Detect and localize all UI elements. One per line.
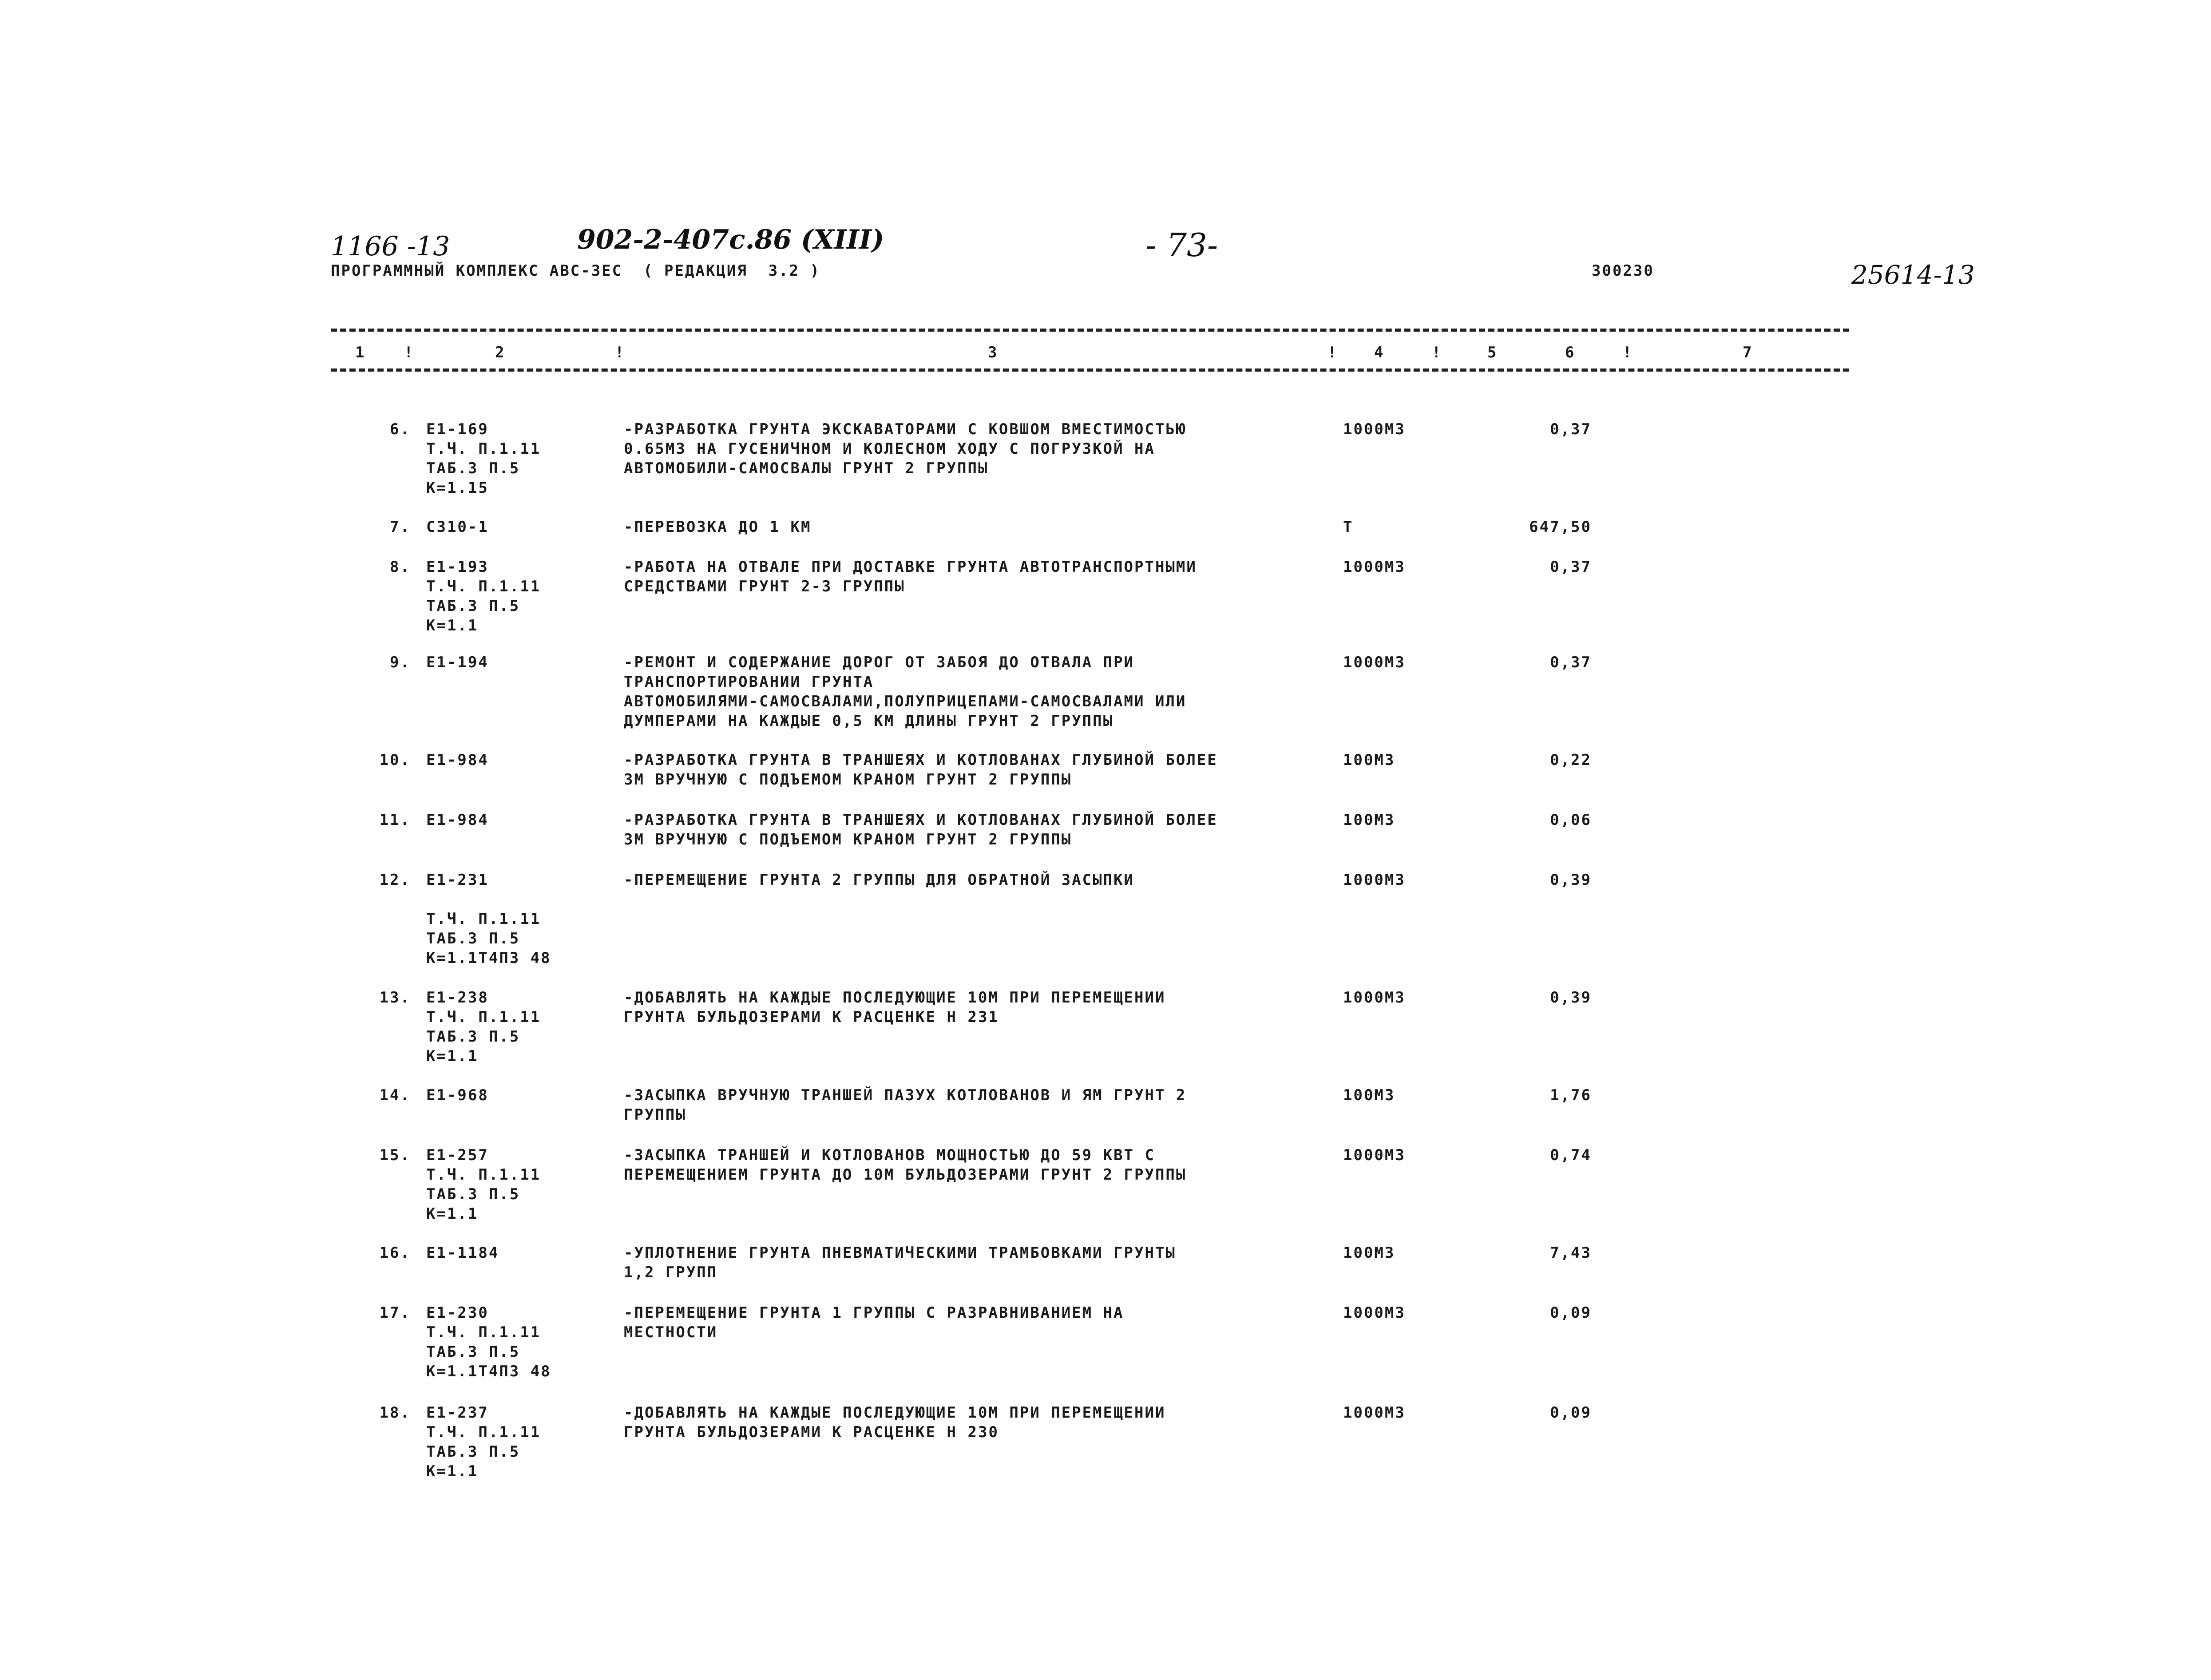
table-row: [331, 557, 1849, 634]
row-unit: 100М3: [1343, 751, 1395, 769]
desc-line: ТРАНСПОРТИРОВАНИИ ГРУНТА: [624, 673, 874, 691]
desc-line: -ПЕРЕВОЗКА ДО 1 КМ: [624, 518, 812, 536]
row-quantity: 647,50: [1529, 518, 1592, 536]
row-description: [624, 1086, 1290, 1125]
row-code: [426, 653, 489, 672]
table-row: [331, 1086, 1849, 1124]
desc-line: 1,2 ГРУПП: [624, 1264, 718, 1281]
code-line: Т.Ч. П.1.11: [426, 1323, 541, 1341]
desc-line: ДУМПЕРАМИ НА КАЖДЫЕ 0,5 КМ ДЛИНЫ ГРУНТ 2 ГРУППЫ: [624, 712, 1114, 730]
row-unit: Т: [1343, 518, 1354, 536]
table-row: [331, 750, 1849, 788]
desc-line: ГРУНТА БУЛЬДОЗЕРАМИ К РАСЦЕНКЕ Н 230: [624, 1423, 999, 1441]
code-line: Е1-237: [426, 1404, 489, 1422]
row-unit: 1000М3: [1343, 1404, 1406, 1422]
row-quantity: 7,43: [1550, 1244, 1592, 1262]
header-code: 300230: [1592, 262, 1654, 280]
column-separator: !: [404, 344, 415, 361]
row-number: 13.: [379, 989, 411, 1006]
handwritten-left-number: 1166 -13: [331, 231, 450, 262]
row-description: [624, 1145, 1290, 1185]
row-quantity: 0,09: [1550, 1404, 1592, 1422]
row-number: 6.: [390, 420, 411, 438]
row-code: [426, 1086, 489, 1105]
row-quantity: 0,06: [1550, 811, 1592, 829]
code-line: ТАБ.3 П.5: [426, 1443, 520, 1461]
handwritten-page-number: - 73-: [1145, 226, 1218, 264]
desc-line: -РЕМОНТ И СОДЕРЖАНИЕ ДОРОГ ОТ ЗАБОЯ ДО ОТВАЛА ПРИ: [624, 654, 1135, 671]
code-line: К=1.15: [426, 479, 489, 497]
row-quantity: 1,76: [1550, 1086, 1592, 1104]
row-unit: 1000М3: [1343, 871, 1406, 889]
row-number: 11.: [379, 811, 411, 829]
desc-line: ГРУНТА БУЛЬДОЗЕРАМИ К РАСЦЕНКЕ Н 231: [624, 1008, 999, 1026]
column-separator: !: [615, 344, 626, 361]
program-line: ПРОГРАММНЫЙ КОМПЛЕКС АВС-3ЕС ( РЕДАКЦИЯ 3.2 ): [331, 262, 821, 280]
desc-line: -РАЗРАБОТКА ГРУНТА В ТРАНШЕЯХ И КОТЛОВАНАХ ГЛУБИНОЙ БОЛЕЕ: [624, 751, 1218, 769]
desc-line: -РАЗРАБОТКА ГРУНТА ЭКСКАВАТОРАМИ С КОВШОМ ВМЕСТИМОСТЬЮ: [624, 420, 1187, 438]
code-line: Т.Ч. П.1.11: [426, 1008, 541, 1026]
code-line: Е1-968: [426, 1086, 489, 1104]
code-line: Т.Ч. П.1.11: [426, 1423, 541, 1441]
column-separator: !: [1432, 344, 1442, 361]
desc-line: 0.65М3 НА ГУСЕНИЧНОМ И КОЛЕСНОМ ХОДУ С ПОГРУЗКОЙ НА: [624, 440, 1155, 458]
column-number: 1: [355, 344, 366, 361]
row-code: [426, 1403, 541, 1481]
row-quantity: 0,37: [1550, 558, 1592, 576]
row-description: [624, 1303, 1290, 1342]
code-line: [426, 890, 551, 909]
table-row: [331, 1243, 1849, 1281]
code-line: К=1.1: [426, 617, 479, 634]
row-unit: 1000М3: [1343, 558, 1406, 576]
row-code: [426, 420, 541, 498]
desc-line: ПЕРЕМЕЩЕНИЕМ ГРУНТА ДО 10М БУЛЬДОЗЕРАМИ ГРУНТ 2 ГРУППЫ: [624, 1166, 1187, 1184]
desc-line: 3М ВРУЧНУЮ С ПОДЪЕМОМ КРАНОМ ГРУНТ 2 ГРУППЫ: [624, 771, 1072, 788]
column-separator: !: [1327, 344, 1338, 361]
code-line: К=1.1Т4П3 48: [426, 949, 551, 967]
table-row: [331, 810, 1849, 848]
column-number: 4: [1374, 344, 1385, 361]
desc-line: АВТОМОБИЛИ-САМОСВАЛЫ ГРУНТ 2 ГРУППЫ: [624, 460, 989, 477]
table-row: [331, 988, 1849, 1065]
code-line: Т.Ч. П.1.11: [426, 578, 541, 595]
desc-line: АВТОМОБИЛЯМИ-САМОСВАЛАМИ,ПОЛУПРИЦЕПАМИ-САМОСВАЛАМИ ИЛИ: [624, 693, 1187, 710]
desc-line: СРЕДСТВАМИ ГРУНТ 2-3 ГРУППЫ: [624, 578, 905, 595]
handwritten-right-number: 25614-13: [1851, 260, 1975, 290]
row-unit: 1000М3: [1343, 654, 1406, 671]
row-unit: 100М3: [1343, 1086, 1395, 1104]
row-code: [426, 1303, 551, 1381]
table-row: [331, 653, 1849, 730]
row-number: 8.: [390, 558, 411, 576]
code-line: Е1-230: [426, 1304, 489, 1322]
row-unit: 100М3: [1343, 1244, 1395, 1262]
column-number: 2: [495, 344, 506, 361]
row-quantity: 0,37: [1550, 654, 1592, 671]
table-row: [331, 517, 1849, 536]
desc-line: ГРУППЫ: [624, 1106, 686, 1124]
code-line: К=1.1: [426, 1462, 479, 1480]
desc-line: -ЗАСЫПКА ВРУЧНУЮ ТРАНШЕЙ ПАЗУХ КОТЛОВАНОВ И ЯМ ГРУНТ 2: [624, 1086, 1187, 1104]
row-description: [624, 1403, 1290, 1442]
row-code: [426, 810, 489, 830]
code-line: Е1-238: [426, 989, 489, 1006]
row-number: 12.: [379, 871, 411, 889]
row-code: [426, 988, 541, 1066]
row-description: [624, 1243, 1290, 1282]
row-number: 7.: [390, 518, 411, 536]
column-number: 3: [988, 344, 999, 361]
desc-line: -ДОБАВЛЯТЬ НА КАЖДЫЕ ПОСЛЕДУЮЩИЕ 10М ПРИ ПЕРЕМЕЩЕНИИ: [624, 989, 1166, 1006]
row-unit: 1000М3: [1343, 1146, 1406, 1164]
header-rule-bottom: [331, 368, 1849, 372]
row-number: 17.: [379, 1304, 411, 1322]
column-number: 7: [1743, 344, 1753, 361]
row-number: 18.: [379, 1404, 411, 1422]
desc-line: -ДОБАВЛЯТЬ НА КАЖДЫЕ ПОСЛЕДУЮЩИЕ 10М ПРИ ПЕРЕМЕЩЕНИИ: [624, 1404, 1166, 1422]
code-line: Е1-257: [426, 1146, 489, 1164]
code-line: С310-1: [426, 518, 489, 536]
table-row: [331, 1303, 1849, 1380]
desc-line: -ЗАСЫПКА ТРАНШЕЙ И КОТЛОВАНОВ МОЩНОСТЬЮ ДО 59 КВТ С: [624, 1146, 1155, 1164]
table-row: [331, 1403, 1849, 1480]
row-quantity: 0,22: [1550, 751, 1592, 769]
row-code: [426, 557, 541, 635]
row-code: [426, 1243, 499, 1263]
row-description: [624, 517, 1290, 537]
row-code: [426, 517, 489, 537]
column-number: 5: [1487, 344, 1498, 361]
desc-line: -РАБОТА НА ОТВАЛЕ ПРИ ДОСТАВКЕ ГРУНТА АВТОТРАНСПОРТНЫМИ: [624, 558, 1197, 576]
code-line: Е1-984: [426, 811, 489, 829]
code-line: К=1.1: [426, 1205, 479, 1223]
column-number: 6: [1565, 344, 1576, 361]
row-description: [624, 750, 1290, 789]
code-line: ТАБ.3 П.5: [426, 597, 520, 615]
code-line: Т.Ч. П.1.11: [426, 910, 541, 928]
row-quantity: 0,74: [1550, 1146, 1592, 1164]
code-line: ТАБ.3 П.5: [426, 460, 520, 477]
row-number: 14.: [379, 1086, 411, 1104]
code-line: ТАБ.3 П.5: [426, 1185, 520, 1203]
desc-line: 3М ВРУЧНУЮ С ПОДЪЕМОМ КРАНОМ ГРУНТ 2 ГРУППЫ: [624, 831, 1072, 848]
code-line: ТАБ.3 П.5: [426, 930, 520, 947]
row-code: [426, 1145, 541, 1224]
row-description: [624, 810, 1290, 849]
code-line: ТАБ.3 П.5: [426, 1028, 520, 1046]
row-description: [624, 653, 1290, 731]
row-quantity: 0,39: [1550, 871, 1592, 889]
table-row: [331, 420, 1849, 497]
row-description: [624, 988, 1290, 1027]
row-description: [624, 557, 1290, 596]
row-quantity: 0,37: [1550, 420, 1592, 438]
row-number: 10.: [379, 751, 411, 769]
code-line: Е1-1184: [426, 1244, 499, 1262]
desc-line: МЕСТНОСТИ: [624, 1323, 718, 1341]
code-line: Е1-194: [426, 654, 489, 671]
handwritten-project-code: 902-2-407c.86 (XIII): [577, 224, 884, 255]
row-number: 16.: [379, 1244, 411, 1262]
desc-line: -РАЗРАБОТКА ГРУНТА В ТРАНШЕЯХ И КОТЛОВАНАХ ГЛУБИНОЙ БОЛЕЕ: [624, 811, 1218, 829]
desc-line: -ПЕРЕМЕЩЕНИЕ ГРУНТА 1 ГРУППЫ С РАЗРАВНИВАНИЕМ НА: [624, 1304, 1124, 1322]
code-line: К=1.1Т4П3 48: [426, 1363, 551, 1380]
code-line: Т.Ч. П.1.11: [426, 440, 541, 458]
row-unit: 1000М3: [1343, 1304, 1406, 1322]
row-quantity: 0,39: [1550, 989, 1592, 1006]
table-row: [331, 870, 1849, 967]
row-number: 9.: [390, 654, 411, 671]
code-line: Е1-231: [426, 871, 489, 889]
code-line: Т.Ч. П.1.11: [426, 1166, 541, 1184]
code-line: Е1-984: [426, 751, 489, 769]
row-code: [426, 870, 551, 968]
row-code: [426, 750, 489, 770]
row-description: [624, 420, 1290, 478]
code-line: К=1.1: [426, 1047, 479, 1065]
row-quantity: 0,09: [1550, 1304, 1592, 1322]
row-unit: 100М3: [1343, 811, 1395, 829]
code-line: ТАБ.3 П.5: [426, 1343, 520, 1361]
column-separator: !: [1623, 344, 1633, 361]
code-line: Е1-169: [426, 420, 489, 438]
row-description: [624, 870, 1290, 890]
desc-line: -ПЕРЕМЕЩЕНИЕ ГРУНТА 2 ГРУППЫ ДЛЯ ОБРАТНОЙ ЗАСЫПКИ: [624, 871, 1135, 889]
row-number: 15.: [379, 1146, 411, 1164]
row-unit: 1000М3: [1343, 420, 1406, 438]
desc-line: -УПЛОТНЕНИЕ ГРУНТА ПНЕВМАТИЧЕСКИМИ ТРАМБОВКАМИ ГРУНТЫ: [624, 1244, 1176, 1262]
table-row: [331, 1145, 1849, 1223]
code-line: Е1-193: [426, 558, 489, 576]
header-rule-top: [331, 329, 1849, 332]
row-unit: 1000М3: [1343, 989, 1406, 1006]
